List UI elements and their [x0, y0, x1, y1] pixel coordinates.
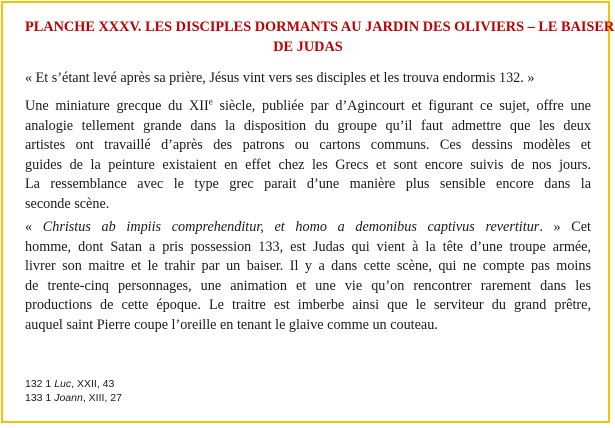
body-line-1 — [25, 97, 591, 117]
body-paragraph — [25, 97, 591, 214]
body-line-4: guides de la peinture existaient en effet chez les Grecs et sont encore suivis de nos jours. — [25, 156, 591, 173]
latin-line-3: livrer son maitre et le trahir par un baiser. Il y a dans cette scène, qui ne compte pas moins — [25, 258, 591, 274]
body-line-1-a: Une miniature grecque du XII — [25, 98, 209, 114]
footnote-source: Luc — [54, 378, 72, 390]
latin-paragraph — [25, 218, 591, 335]
latin-citation: Christus ab impiis comprehenditur, et homo a demonibus captivus revertitur — [42, 219, 540, 235]
document-page — [1, 1, 615, 423]
scripture-quote — [25, 69, 591, 89]
latin-line-2: homme, dont Satan a pris possession 133, est Judas qui vient à la tête d’une troupe armée, — [25, 238, 591, 255]
footnotes — [25, 377, 122, 405]
latin-line-5: productions de cette époque. Le traitre est imberbe ainsi que le serviteur du grand prêtre, — [25, 297, 591, 313]
footnote-133 — [25, 391, 122, 405]
title-line-2: DE JUDAS — [273, 39, 343, 55]
page-title — [25, 17, 615, 57]
body-line-3: artistes ont travaillé d’après des patrons ou cartons communs. Ces dessins modèles et — [25, 137, 591, 153]
title-line-1: PLANCHE XXXV. LES DISCIPLES DORMANTS AU JARDIN DES OLIVIERS – LE BAISER — [25, 19, 615, 35]
body-line-5: La ressemblance avec le type grec parait d’une manière plus sensible encore dans la — [25, 176, 591, 192]
century-superscript: e — [208, 96, 213, 107]
footnote-reference: , XXII, 43 — [71, 378, 115, 390]
latin-open-quote: « — [25, 219, 43, 235]
footnote-number: 132 1 — [25, 378, 55, 390]
quote-text: « Et s’étant levé après sa prière, Jésus vint vers ses disciples et les trouva endormis 132. » — [25, 70, 535, 86]
latin-line-6: auquel saint Pierre coupe l’oreille en tenant le glaive comme un couteau. — [25, 316, 438, 333]
body-line-6: seconde scène. — [25, 195, 110, 212]
latin-line-1 — [25, 218, 591, 238]
footnote-source: Joann — [54, 392, 83, 404]
footnote-reference: , XIII, 27 — [82, 392, 122, 404]
footnote-number: 133 1 — [25, 392, 55, 404]
latin-line-4: de trente-cinq personnages, une animation et une vie qu’on rencontrer rarement dans les — [25, 277, 591, 294]
footnote-132 — [25, 377, 122, 391]
body-line-1-b: siècle, publiée par d’Agincourt et figurant ce sujet, offre une — [212, 98, 591, 114]
latin-close-quote: . » Cet — [539, 219, 591, 235]
body-line-2: analogie tellement grande dans la disposition du groupe qu’il faut admettre que les deux — [25, 117, 591, 134]
